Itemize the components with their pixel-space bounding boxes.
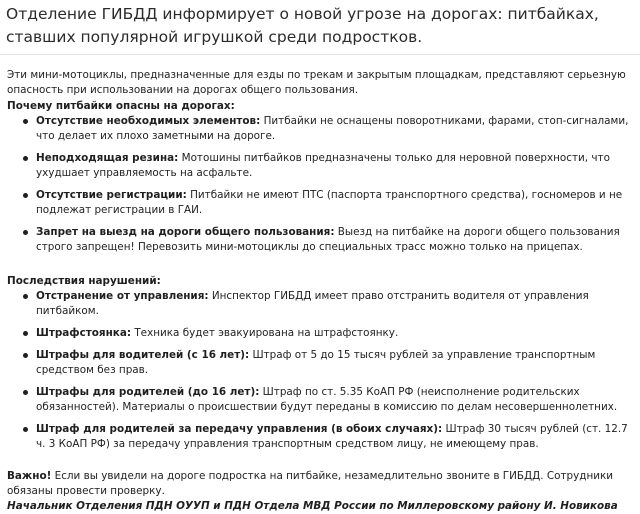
consequence-item-term: Штраф для родителей за передачу управления (в обоих случаях): — [36, 423, 443, 435]
danger-item-text: Питбайки не оснащены поворотниками, фарами, стоп-сигналами, что делает их плохо заметными на дороге. — [36, 115, 629, 142]
danger-item — [23, 151, 635, 181]
signature: Начальник Отделения ПДН ОУУП и ПДН Отдела МВД России по Миллеровскому району И. Новикова — [7, 500, 618, 512]
consequence-item — [23, 289, 635, 319]
section-spacer — [7, 262, 635, 274]
section-spacer — [7, 459, 635, 469]
consequences-list — [7, 289, 635, 452]
danger-item-term: Запрет на выезд на дороги общего пользования: — [36, 226, 335, 238]
post-title: Отделение ГИБДД информирует о новой угрозе на дорогах: питбайках, ставших популярной игрушкой среди подростков. — [6, 5, 599, 46]
important-note — [7, 469, 635, 499]
consequence-item-term: Штрафы для родителей (до 16 лет): — [36, 386, 260, 398]
danger-item — [23, 225, 635, 255]
consequence-item-term: Штрафы для водителей (с 16 лет): — [36, 349, 250, 361]
danger-item-term: Отсутствие регистрации: — [36, 189, 187, 201]
consequence-item — [23, 326, 635, 341]
post-body — [7, 68, 635, 514]
danger-heading: Почему питбайки опасны на дорогах: — [7, 100, 235, 112]
consequence-item-text: Техника будет эвакуирована на штрафстоянку. — [134, 327, 399, 339]
important-label: Важно! — [7, 470, 52, 482]
consequence-item — [23, 422, 635, 452]
consequence-item-term: Штрафстоянка: — [36, 327, 132, 339]
consequence-item-term: Отстранение от управления: — [36, 290, 209, 302]
danger-item-term: Отсутствие необходимых элементов: — [36, 115, 261, 127]
danger-item — [23, 114, 635, 144]
consequence-item-text: Штраф от 5 до 15 тысяч рублей за управление транспортным средством без прав. — [36, 349, 596, 376]
danger-item — [23, 188, 635, 218]
consequence-item-text: Инспектор ГИБДД имеет право отстранить водителя от управления питбайком. — [36, 290, 589, 317]
title-divider — [0, 54, 640, 55]
consequence-item-text: Штраф 30 тысяч рублей (ст. 12.7 ч. 3 КоАП РФ) за передачу управления транспортным средством лицу, не имеющему прав. — [36, 423, 628, 450]
consequence-item — [23, 348, 635, 378]
consequence-item-text: Штраф по ст. 5.35 КоАП РФ (неисполнение родительских обязанностей). Материалы о происшествии будут переданы в комиссию по делам несовершеннолетних. — [36, 386, 618, 413]
intro-paragraph: Эти мини-мотоциклы, предназначенные для езды по трекам и закрытым площадкам, представляют серьезную опасность при использовании на дорогах общего пользования. — [7, 69, 626, 96]
danger-item-text: Питбайки не имеют ПТС (паспорта транспортного средства), госномеров и не подлежат регистрации в ГАИ. — [36, 189, 623, 216]
important-text: Если вы увидели на дороге подростка на питбайке, незамедлительно звоните в ГИБДД. Сотрудники обязаны провести проверку. — [7, 470, 614, 497]
danger-list — [7, 114, 635, 255]
danger-item-text: Выезд на питбайке на дороги общего пользования строго запрещен! Перевозить мини-мотоциклы до специальных трасс можно только на прицепах. — [36, 226, 620, 253]
danger-item-text: Мотошины питбайков предназначены только для неровной поверхности, что ухудшает управляемость на асфальте. — [36, 152, 610, 179]
danger-item-term: Неподходящая резина: — [36, 152, 179, 164]
consequences-heading: Последствия нарушений: — [7, 275, 161, 287]
consequence-item — [23, 385, 635, 415]
